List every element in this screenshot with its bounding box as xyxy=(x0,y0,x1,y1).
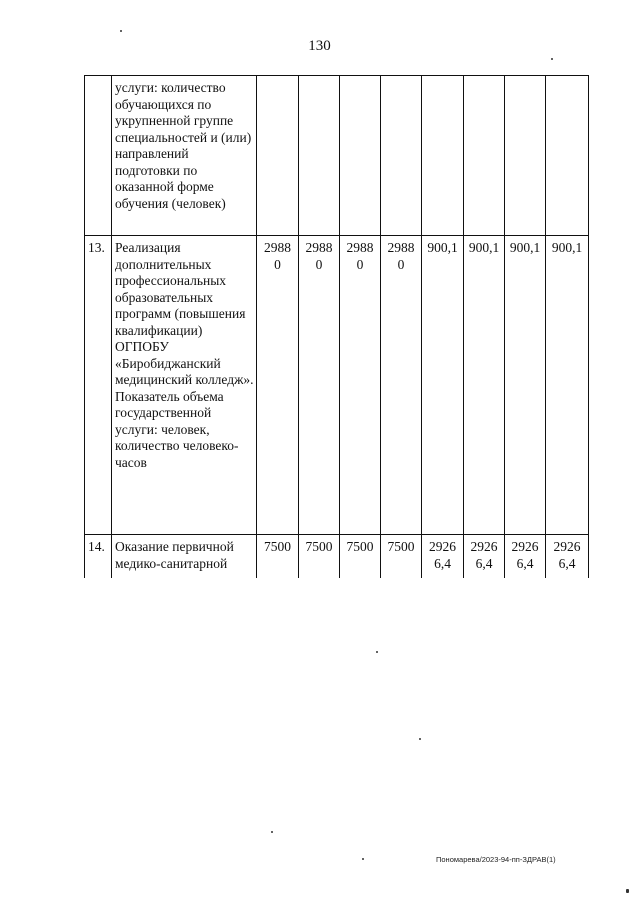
footer-reference: Пономарева/2023-94-пп-ЗДРАВ(1) xyxy=(436,855,556,864)
value-cell xyxy=(422,76,464,236)
row-description: услуги: количество обучающихся по укрупненной группе специальностей и (или) направлений подготовки по оказанной форме обучения (человек) xyxy=(112,76,257,236)
value-cell: 900,1 xyxy=(422,236,464,535)
value-cell: 900,1 xyxy=(464,236,505,535)
value-cell: 7500 xyxy=(299,535,340,578)
value-cell: 7500 xyxy=(381,535,422,578)
value-cell xyxy=(381,76,422,236)
table-row xyxy=(85,76,589,236)
value-cell: 7500 xyxy=(257,535,299,578)
value-cell xyxy=(257,76,299,236)
value-cell xyxy=(464,76,505,236)
table-row xyxy=(85,236,589,535)
budget-table xyxy=(84,75,589,578)
scan-speck xyxy=(419,738,421,740)
value-cell: 2988 0 xyxy=(381,236,422,535)
row-number xyxy=(85,76,112,236)
row-number: 13. xyxy=(85,236,112,535)
row-number: 14. xyxy=(85,535,112,578)
page-number: 130 xyxy=(308,38,331,54)
table-row xyxy=(85,535,589,578)
scan-speck xyxy=(551,58,553,60)
value-cell: 2988 0 xyxy=(340,236,381,535)
scan-speck xyxy=(271,831,273,833)
row-description: Оказание первичной медико-санитарной xyxy=(112,535,257,578)
value-cell: 2926 6,4 xyxy=(505,535,546,578)
value-cell: 7500 xyxy=(340,535,381,578)
value-cell: 900,1 xyxy=(505,236,546,535)
value-cell xyxy=(505,76,546,236)
value-cell xyxy=(299,76,340,236)
scan-speck xyxy=(626,889,629,893)
row-description: Реализация дополнительных профессиональных образовательных программ (повышения квалификации) ОГПОБУ «Биробиджанский медицинский колледж». Показатель объема государственной услуги: человек, количество человеко-часов xyxy=(112,236,257,535)
value-cell: 2926 6,4 xyxy=(422,535,464,578)
scan-speck xyxy=(120,30,122,32)
value-cell xyxy=(546,76,589,236)
value-cell: 900,1 xyxy=(546,236,589,535)
value-cell: 2988 0 xyxy=(257,236,299,535)
scan-speck xyxy=(376,651,378,653)
scan-speck xyxy=(362,858,364,860)
value-cell xyxy=(340,76,381,236)
value-cell: 2926 6,4 xyxy=(546,535,589,578)
value-cell: 2926 6,4 xyxy=(464,535,505,578)
value-cell: 2988 0 xyxy=(299,236,340,535)
